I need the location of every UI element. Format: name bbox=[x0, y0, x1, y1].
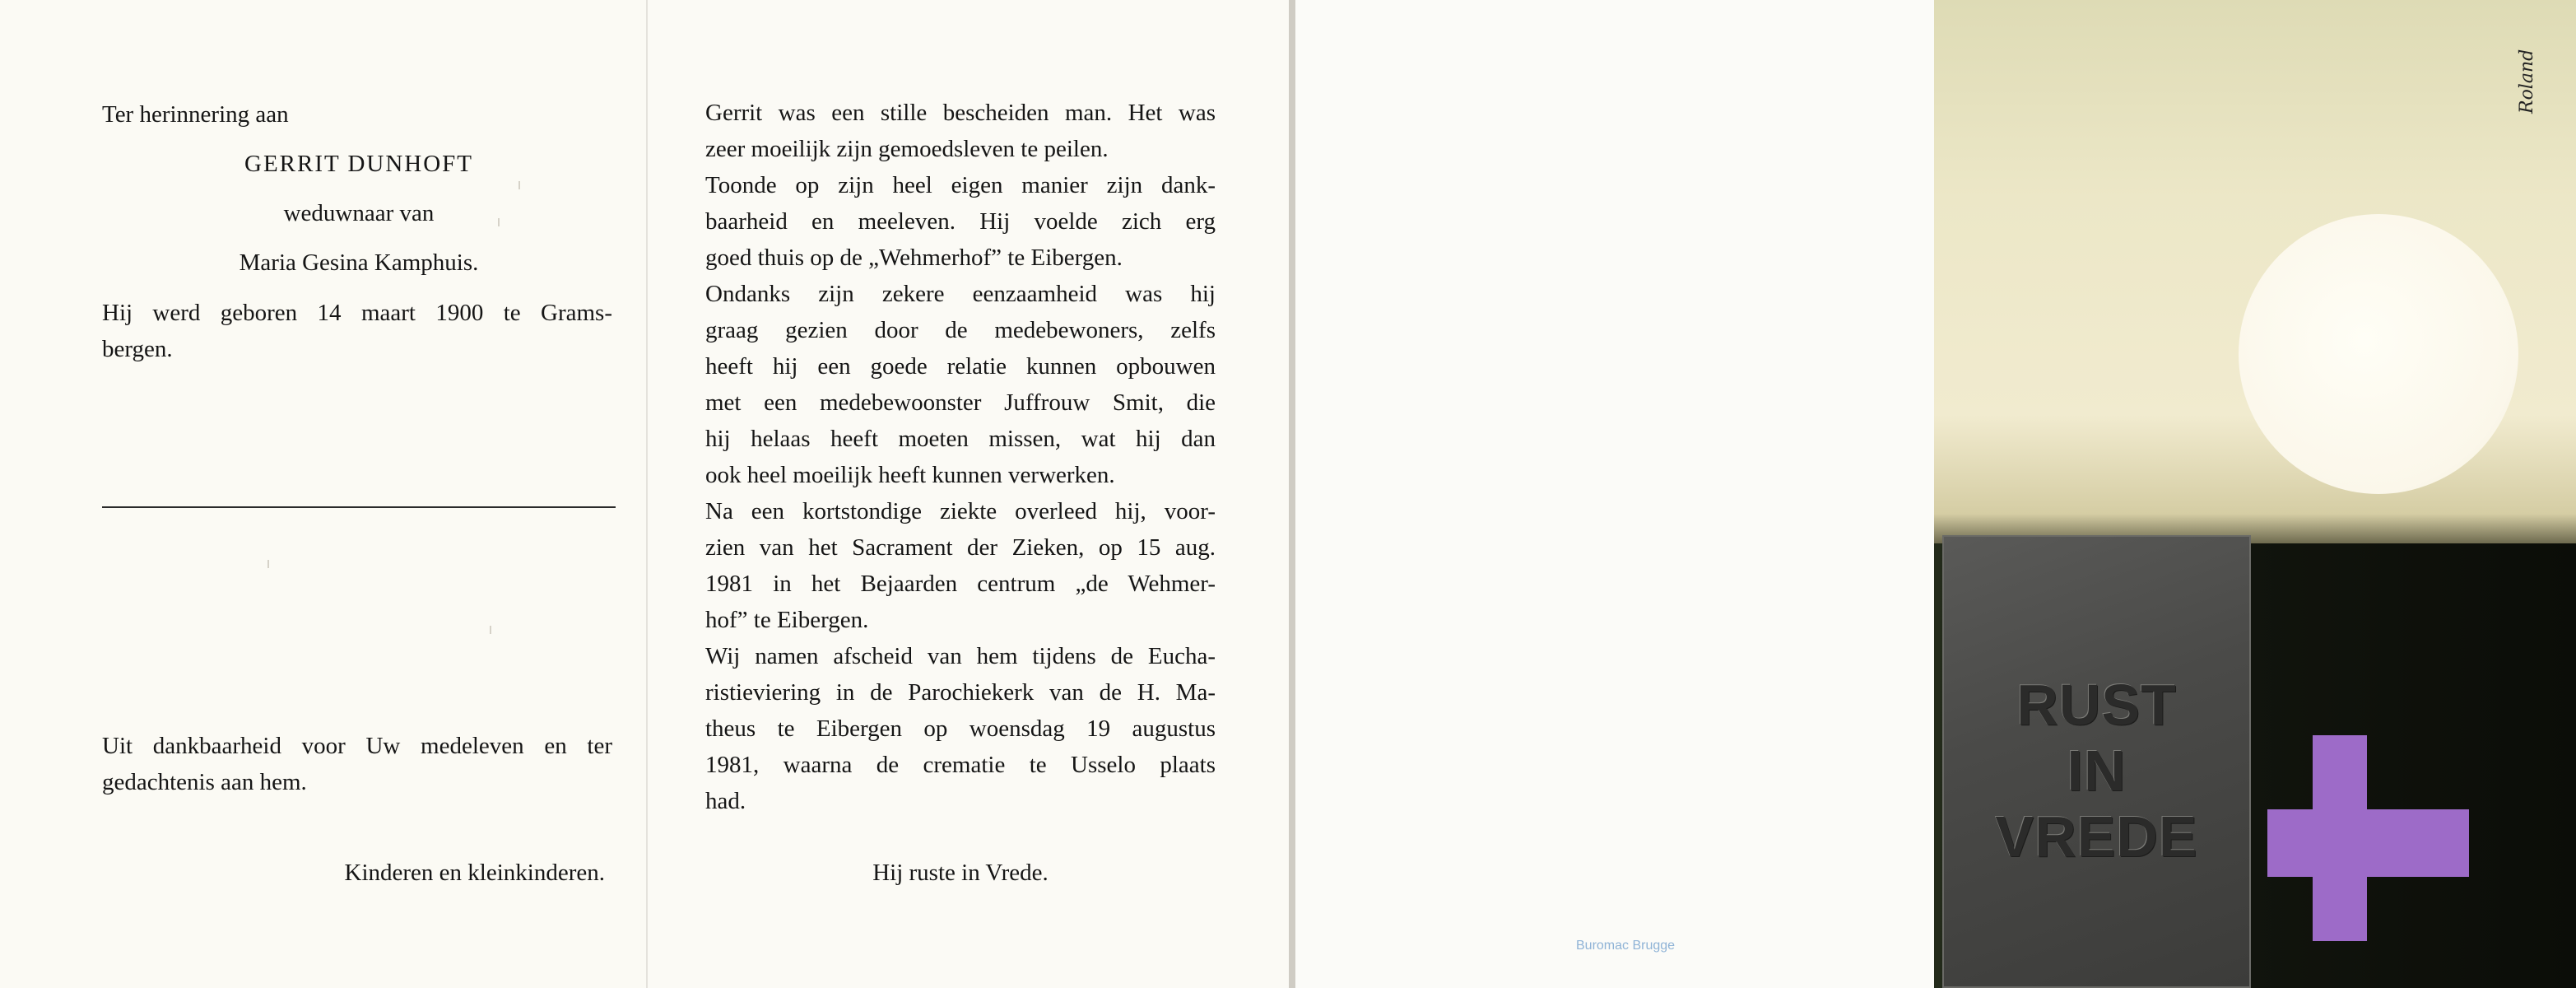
card-fold-gap bbox=[1289, 0, 1295, 988]
divider-line bbox=[102, 506, 616, 508]
spouse-name: Maria Gesina Kamphuis. bbox=[239, 249, 479, 276]
bio-line: hij helaas heeft moeten missen, wat hij dan bbox=[705, 426, 1216, 452]
cover-page bbox=[1934, 0, 2576, 988]
stone-text-vrede: VREDE bbox=[1995, 804, 2198, 869]
paper-speck bbox=[518, 181, 520, 189]
bio-line: 1981, waarna de crematie te Usselo plaats bbox=[705, 752, 1216, 778]
biography-text bbox=[705, 95, 1216, 819]
bio-line: baarheid en meeleven. Hij voelde zich erg bbox=[705, 208, 1216, 235]
bio-line: Gerrit was een stille bescheiden man. Het was bbox=[705, 100, 1216, 126]
moon-circle bbox=[2239, 214, 2518, 494]
bio-line: Wij namen afscheid van hem tijdens de Eucha- bbox=[705, 643, 1216, 669]
thanks-line-1: Uit dankbaarheid voor Uw medeleven en ter bbox=[102, 733, 612, 759]
bio-line: met een medebewoonster Juffrouw Smit, die bbox=[705, 389, 1216, 416]
right-inner-page bbox=[646, 0, 1292, 988]
stone-text-rust: RUST bbox=[2016, 673, 2177, 737]
printer-mark: Buromac Brugge bbox=[1576, 939, 1676, 953]
blank-back-page bbox=[1295, 0, 1934, 988]
bio-line: zeer moeilijk zijn gemoedsleven te peilen. bbox=[705, 136, 1109, 162]
bio-line: zien van het Sacrament der Zieken, op 15 aug. bbox=[705, 534, 1216, 561]
signoff-text: Kinderen en kleinkinderen. bbox=[344, 860, 605, 886]
widower-text: weduwnaar van bbox=[283, 200, 435, 226]
stone-text-in: IN bbox=[2067, 739, 2127, 803]
bio-line: heeft hij een goede relatie kunnen opbouwen bbox=[705, 353, 1216, 380]
bio-line: goed thuis op de „Wehmerhof” te Eibergen. bbox=[705, 245, 1123, 271]
artist-signature: Roland bbox=[2517, 49, 2537, 114]
paper-speck bbox=[267, 560, 269, 568]
bio-line: Ondanks zijn zekere eenzaamheid was hij bbox=[705, 281, 1216, 307]
bio-line: 1981 in het Bejaarden centrum „de Wehmer- bbox=[705, 571, 1216, 597]
bio-line: Na een kortstondige ziekte overleed hij, voor- bbox=[705, 498, 1216, 524]
cross-icon-bar bbox=[2267, 809, 2469, 877]
left-inner-page bbox=[0, 0, 646, 988]
bio-line: graag gezien door de medebewoners, zelfs bbox=[705, 317, 1216, 343]
thanks-line-2: gedachtenis aan hem. bbox=[102, 769, 307, 795]
bio-line: hof” te Eibergen. bbox=[705, 607, 869, 633]
bio-line: theus te Eibergen op woensdag 19 augustus bbox=[705, 715, 1216, 742]
bio-line: had. bbox=[705, 788, 746, 814]
bio-line: ook heel moeilijk heeft kunnen verwerken. bbox=[705, 462, 1115, 488]
closing-text: Hij ruste in Vrede. bbox=[872, 860, 1049, 886]
birth-line-2: bergen. bbox=[102, 336, 173, 362]
deceased-name: GERRIT DUNHOFT bbox=[244, 151, 473, 177]
paper-speck bbox=[490, 626, 491, 634]
birth-line-1: Hij werd geboren 14 maart 1900 te Grams- bbox=[102, 300, 612, 326]
intro-text: Ter herinnering aan bbox=[102, 101, 289, 128]
paper-speck bbox=[498, 218, 500, 226]
bio-line: ristieviering in de Parochiekerk van de H. Ma- bbox=[705, 679, 1216, 706]
bio-line: Toonde op zijn heel eigen manier zijn dank- bbox=[705, 172, 1216, 198]
